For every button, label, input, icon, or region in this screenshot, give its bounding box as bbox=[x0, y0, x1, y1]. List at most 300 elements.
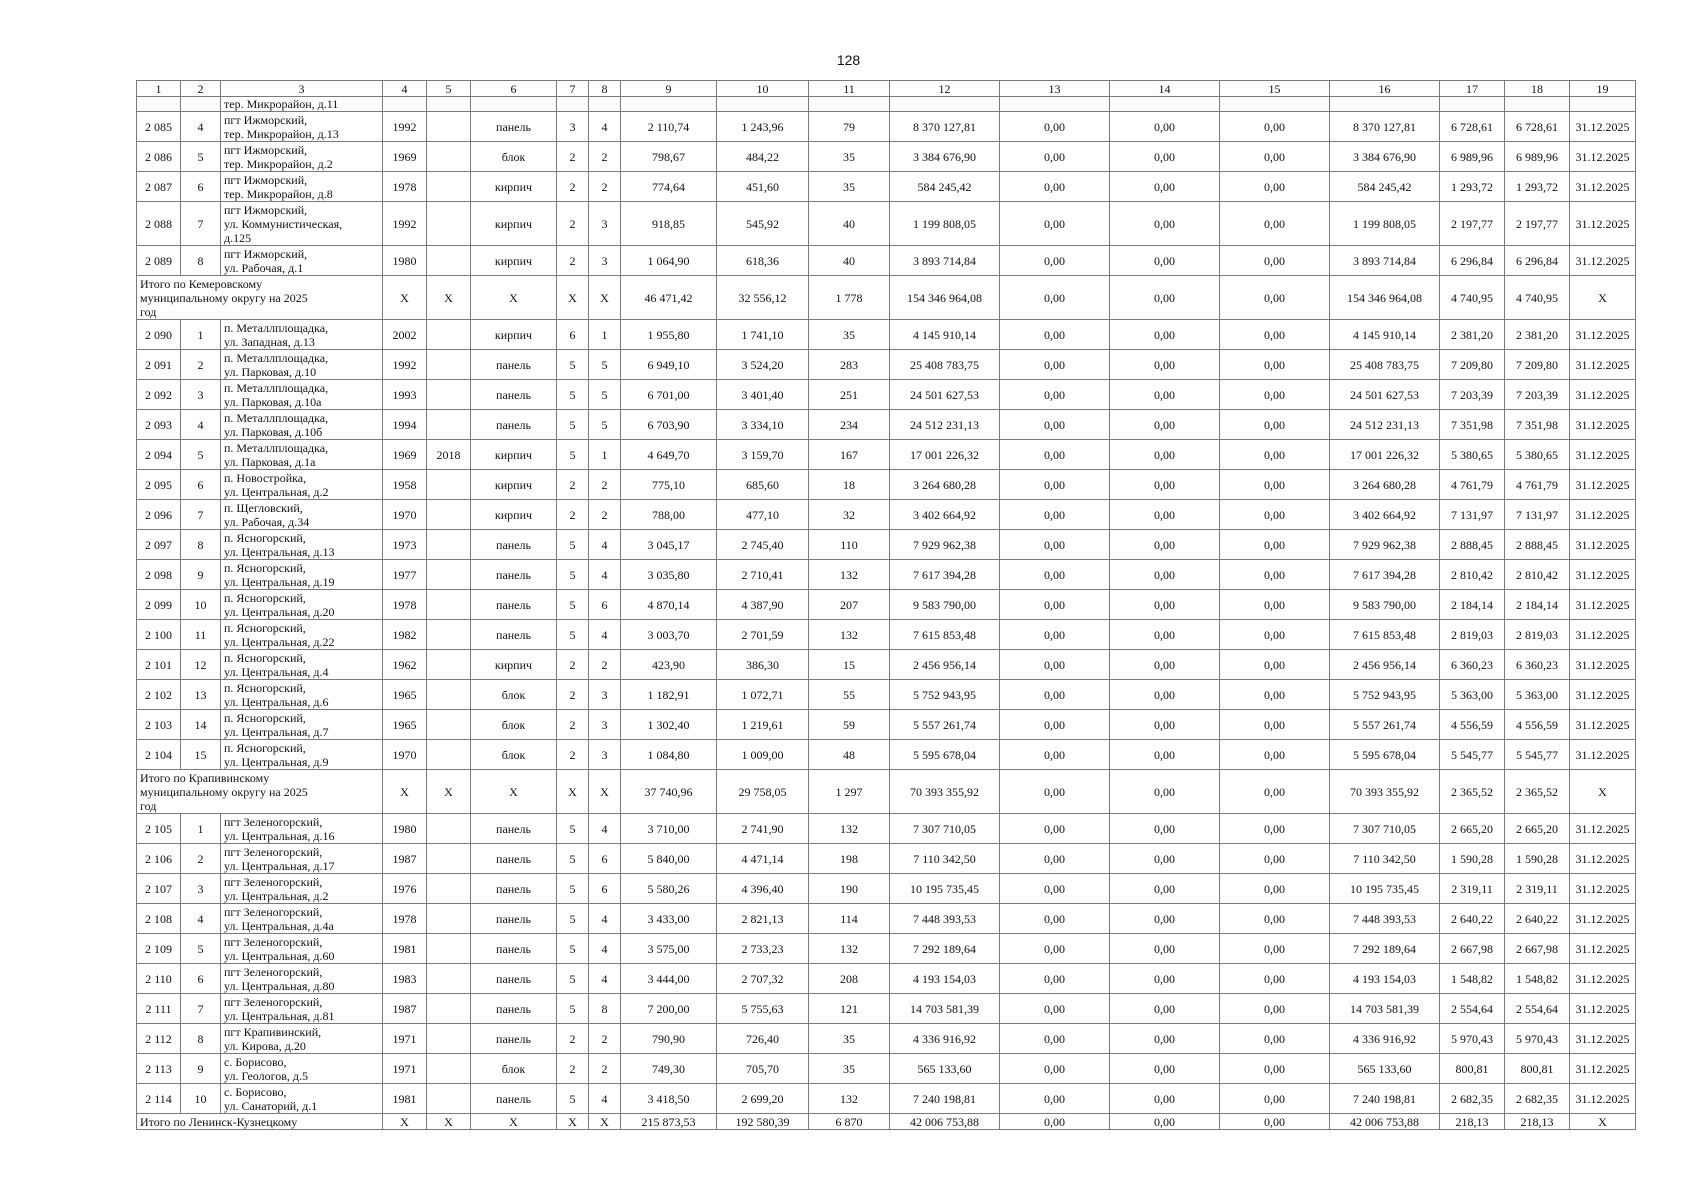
cell-c10: 1 072,71 bbox=[717, 680, 809, 710]
cell-c17: 6 296,84 bbox=[1440, 246, 1505, 276]
cell-c14: 0,00 bbox=[1110, 172, 1220, 202]
cell-c16: 3 402 664,92 bbox=[1330, 500, 1440, 530]
total-c7: X bbox=[557, 1114, 589, 1130]
cell-c8: 8 bbox=[589, 994, 621, 1024]
cell-material: панель bbox=[471, 994, 557, 1024]
cell-c9: 788,00 bbox=[621, 500, 717, 530]
cell-c11: 234 bbox=[809, 410, 890, 440]
cell-c17: 2 640,22 bbox=[1440, 904, 1505, 934]
cell-c8: 2 bbox=[589, 1024, 621, 1054]
address-cell bbox=[221, 500, 383, 530]
cell-year: 1987 bbox=[383, 994, 427, 1024]
cell-c17: 7 203,39 bbox=[1440, 380, 1505, 410]
cell-c19: 31.12.2025 bbox=[1570, 710, 1636, 740]
address-cell bbox=[221, 380, 383, 410]
cell-c8: 3 bbox=[589, 202, 621, 246]
cell-year: 1981 bbox=[383, 934, 427, 964]
cell-material: панель bbox=[471, 112, 557, 142]
total-c13: 0,00 bbox=[1000, 276, 1110, 320]
cell-c9: 6 701,00 bbox=[621, 380, 717, 410]
row-number: 9 bbox=[181, 560, 221, 590]
address-cell bbox=[221, 530, 383, 560]
cell-c16: 17 001 226,32 bbox=[1330, 440, 1440, 470]
address-cell bbox=[221, 994, 383, 1024]
table-row bbox=[137, 680, 1636, 710]
cell-c12: 24 501 627,53 bbox=[890, 380, 1000, 410]
cell-c15: 0,00 bbox=[1220, 202, 1330, 246]
cell-c12: 1 199 808,05 bbox=[890, 202, 1000, 246]
cell-c17: 7 209,80 bbox=[1440, 350, 1505, 380]
cell-c19: 31.12.2025 bbox=[1570, 740, 1636, 770]
row-id: 2 103 bbox=[137, 710, 181, 740]
cell-c11: 132 bbox=[809, 620, 890, 650]
row-number: 6 bbox=[181, 172, 221, 202]
cell-year: 1971 bbox=[383, 1054, 427, 1084]
cell-c5 bbox=[427, 410, 471, 440]
cell-c11: 40 bbox=[809, 202, 890, 246]
cell-c5 bbox=[427, 934, 471, 964]
row-id: 2 092 bbox=[137, 380, 181, 410]
header-row bbox=[137, 81, 1636, 97]
cell-year: 1971 bbox=[383, 1024, 427, 1054]
cell-material: панель bbox=[471, 964, 557, 994]
cell-year: 1958 bbox=[383, 470, 427, 500]
total-label-line: год bbox=[140, 798, 157, 813]
cell-c13: 0,00 bbox=[1000, 740, 1110, 770]
cell-c15: 0,00 bbox=[1220, 142, 1330, 172]
row-number: 2 bbox=[181, 844, 221, 874]
cell-material: панель bbox=[471, 530, 557, 560]
total-c10: 192 580,39 bbox=[717, 1114, 809, 1130]
cell-c17: 2 381,20 bbox=[1440, 320, 1505, 350]
table-row bbox=[137, 440, 1636, 470]
cell-c14: 0,00 bbox=[1110, 1054, 1220, 1084]
total-label-line: Итого по Ленинск-Кузнецкому bbox=[140, 1114, 298, 1129]
cell-year: 1992 bbox=[383, 112, 427, 142]
cell-c19: 31.12.2025 bbox=[1570, 470, 1636, 500]
cell-material: блок bbox=[471, 1054, 557, 1084]
address-line: пгт Зеленогорский, bbox=[224, 934, 323, 949]
cell-year: 1978 bbox=[383, 904, 427, 934]
cell-material: блок bbox=[471, 740, 557, 770]
cell-c18: 1 293,72 bbox=[1505, 172, 1570, 202]
cell-c13: 0,00 bbox=[1000, 874, 1110, 904]
cell-c7: 2 bbox=[557, 246, 589, 276]
cell-year: 1992 bbox=[383, 350, 427, 380]
row-id: 2 107 bbox=[137, 874, 181, 904]
address-line: ул. Центральная, д.80 bbox=[224, 978, 335, 993]
cell-c18: 2 319,11 bbox=[1505, 874, 1570, 904]
cell-year: 2002 bbox=[383, 320, 427, 350]
cell-c12: 5 557 261,74 bbox=[890, 710, 1000, 740]
cell-c10: 386,30 bbox=[717, 650, 809, 680]
cell-c15: 0,00 bbox=[1220, 500, 1330, 530]
cell-c8: 6 bbox=[589, 590, 621, 620]
cell-c11: 208 bbox=[809, 964, 890, 994]
cell-c10: 545,92 bbox=[717, 202, 809, 246]
row-number: 3 bbox=[181, 874, 221, 904]
cell-c7: 5 bbox=[557, 994, 589, 1024]
cell-c11: 35 bbox=[809, 1054, 890, 1084]
cell-c5 bbox=[427, 680, 471, 710]
row-id: 2 099 bbox=[137, 590, 181, 620]
address-line: тер. Микрорайон, д.8 bbox=[224, 186, 333, 201]
address-cell bbox=[221, 650, 383, 680]
cell-c10: 484,22 bbox=[717, 142, 809, 172]
cell-c7: 2 bbox=[557, 710, 589, 740]
cell-c12: 10 195 735,45 bbox=[890, 874, 1000, 904]
cell-c14: 0,00 bbox=[1110, 530, 1220, 560]
cell-c7: 5 bbox=[557, 964, 589, 994]
row-number: 7 bbox=[181, 202, 221, 246]
table-row bbox=[137, 560, 1636, 590]
cell-c7: 5 bbox=[557, 590, 589, 620]
address-line: ул. Центральная, д.17 bbox=[224, 858, 335, 873]
total-c17: 4 740,95 bbox=[1440, 276, 1505, 320]
address-cell bbox=[221, 350, 383, 380]
row-id: 2 100 bbox=[137, 620, 181, 650]
cell-c11: 40 bbox=[809, 246, 890, 276]
address-line: ул. Рабочая, д.34 bbox=[224, 514, 310, 529]
cell-c13: 0,00 bbox=[1000, 1024, 1110, 1054]
table-row bbox=[137, 172, 1636, 202]
cell-c13: 0,00 bbox=[1000, 934, 1110, 964]
cell-c13: 0,00 bbox=[1000, 560, 1110, 590]
table-row bbox=[137, 904, 1636, 934]
address-cell bbox=[221, 172, 383, 202]
cell-c19: 31.12.2025 bbox=[1570, 994, 1636, 1024]
cell-c5 bbox=[427, 650, 471, 680]
header-cell: 2 bbox=[181, 81, 221, 97]
cell-c15: 0,00 bbox=[1220, 1054, 1330, 1084]
cell-c8: 4 bbox=[589, 904, 621, 934]
header-cell: 10 bbox=[717, 81, 809, 97]
cell-c15: 0,00 bbox=[1220, 740, 1330, 770]
cell-c16: 1 199 808,05 bbox=[1330, 202, 1440, 246]
address-line: п. Щегловский, bbox=[224, 500, 303, 515]
cell-c8: 4 bbox=[589, 620, 621, 650]
cell-c8: 4 bbox=[589, 112, 621, 142]
total-c18: 2 365,52 bbox=[1505, 770, 1570, 814]
cell-c12: 7 240 198,81 bbox=[890, 1084, 1000, 1114]
cell-c14: 0,00 bbox=[1110, 246, 1220, 276]
cell-c14: 0,00 bbox=[1110, 740, 1220, 770]
cell-c10: 4 396,40 bbox=[717, 874, 809, 904]
cell-c18: 2 554,64 bbox=[1505, 994, 1570, 1024]
cell-c9: 4 649,70 bbox=[621, 440, 717, 470]
cell-c10: 4 387,90 bbox=[717, 590, 809, 620]
cell-c10: 3 159,70 bbox=[717, 440, 809, 470]
cell-year: 1982 bbox=[383, 620, 427, 650]
cell-material: кирпич bbox=[471, 202, 557, 246]
table-body bbox=[137, 81, 1636, 1130]
cell-c14: 0,00 bbox=[1110, 560, 1220, 590]
header-cell: 18 bbox=[1505, 81, 1570, 97]
cell-c18: 2 810,42 bbox=[1505, 560, 1570, 590]
cell-c5 bbox=[427, 874, 471, 904]
address-line: п. Ясногорский, bbox=[224, 740, 306, 755]
cell-c8: 5 bbox=[589, 410, 621, 440]
cell-c15: 0,00 bbox=[1220, 320, 1330, 350]
cell-c8: 6 bbox=[589, 874, 621, 904]
cell-c7: 5 bbox=[557, 440, 589, 470]
row-number: 5 bbox=[181, 934, 221, 964]
cell-c9: 7 200,00 bbox=[621, 994, 717, 1024]
address-cell bbox=[221, 410, 383, 440]
cell-c11: 79 bbox=[809, 112, 890, 142]
table-row bbox=[137, 740, 1636, 770]
cell-c7: 2 bbox=[557, 1054, 589, 1084]
row-number: 9 bbox=[181, 1054, 221, 1084]
row-id: 2 097 bbox=[137, 530, 181, 560]
cell-c8: 4 bbox=[589, 560, 621, 590]
row-id: 2 112 bbox=[137, 1024, 181, 1054]
cell-c19: 31.12.2025 bbox=[1570, 320, 1636, 350]
cell-c17: 2 665,20 bbox=[1440, 814, 1505, 844]
row-number: 8 bbox=[181, 530, 221, 560]
cell-c16: 5 557 261,74 bbox=[1330, 710, 1440, 740]
cell-c12: 25 408 783,75 bbox=[890, 350, 1000, 380]
table-row bbox=[137, 710, 1636, 740]
cell-c15: 0,00 bbox=[1220, 470, 1330, 500]
cell-c5 bbox=[427, 904, 471, 934]
cell-c15: 0,00 bbox=[1220, 994, 1330, 1024]
table-row bbox=[137, 844, 1636, 874]
cell-c14: 0,00 bbox=[1110, 934, 1220, 964]
cell-c13: 0,00 bbox=[1000, 440, 1110, 470]
cell-c19: 31.12.2025 bbox=[1570, 530, 1636, 560]
total-c12: 42 006 753,88 bbox=[890, 1114, 1000, 1130]
address-line: п. Ясногорский, bbox=[224, 560, 306, 575]
cell-c9: 3 710,00 bbox=[621, 814, 717, 844]
cell-c10: 1 741,10 bbox=[717, 320, 809, 350]
cell-c11: 18 bbox=[809, 470, 890, 500]
cell-c17: 2 888,45 bbox=[1440, 530, 1505, 560]
header-cell: 17 bbox=[1440, 81, 1505, 97]
table-row bbox=[137, 380, 1636, 410]
address-line: с. Борисово, bbox=[224, 1054, 287, 1069]
cell-c8: 1 bbox=[589, 320, 621, 350]
total-c18: 4 740,95 bbox=[1505, 276, 1570, 320]
cell-c16: 584 245,42 bbox=[1330, 172, 1440, 202]
cell-c12: 3 402 664,92 bbox=[890, 500, 1000, 530]
cell-material: кирпич bbox=[471, 500, 557, 530]
cell-c15: 0,00 bbox=[1220, 814, 1330, 844]
cell-c5 bbox=[427, 172, 471, 202]
row-number: 1 bbox=[181, 814, 221, 844]
row-id: 2 113 bbox=[137, 1054, 181, 1084]
cell-c5 bbox=[427, 1024, 471, 1054]
table-cell bbox=[427, 97, 471, 112]
cell-c11: 55 bbox=[809, 680, 890, 710]
cell-c19: 31.12.2025 bbox=[1570, 142, 1636, 172]
total-c5: X bbox=[427, 1114, 471, 1130]
total-c14: 0,00 bbox=[1110, 276, 1220, 320]
total-c7: X bbox=[557, 276, 589, 320]
cell-c5 bbox=[427, 112, 471, 142]
total-c12: 70 393 355,92 bbox=[890, 770, 1000, 814]
cell-c8: 4 bbox=[589, 530, 621, 560]
table-cell bbox=[621, 97, 717, 112]
cell-c12: 3 384 676,90 bbox=[890, 142, 1000, 172]
address-line: пгт Зеленогорский, bbox=[224, 904, 323, 919]
row-number: 8 bbox=[181, 1024, 221, 1054]
cell-c17: 1 548,82 bbox=[1440, 964, 1505, 994]
cell-c14: 0,00 bbox=[1110, 440, 1220, 470]
header-cell: 19 bbox=[1570, 81, 1636, 97]
cell-c7: 5 bbox=[557, 560, 589, 590]
cell-c5 bbox=[427, 202, 471, 246]
cell-c5 bbox=[427, 620, 471, 650]
address-cell bbox=[221, 740, 383, 770]
cell-c14: 0,00 bbox=[1110, 874, 1220, 904]
cell-c14: 0,00 bbox=[1110, 904, 1220, 934]
cell-c13: 0,00 bbox=[1000, 1054, 1110, 1084]
cell-c10: 2 699,20 bbox=[717, 1084, 809, 1114]
cell-c17: 800,81 bbox=[1440, 1054, 1505, 1084]
cell-c10: 2 701,59 bbox=[717, 620, 809, 650]
address-line: д.125 bbox=[224, 230, 252, 245]
total-c5: X bbox=[427, 276, 471, 320]
cell-c11: 251 bbox=[809, 380, 890, 410]
cell-material: кирпич bbox=[471, 246, 557, 276]
total-c15: 0,00 bbox=[1220, 1114, 1330, 1130]
address-cell bbox=[221, 142, 383, 172]
address-cell bbox=[221, 470, 383, 500]
cell-c5 bbox=[427, 964, 471, 994]
cell-c19: 31.12.2025 bbox=[1570, 844, 1636, 874]
cell-c13: 0,00 bbox=[1000, 410, 1110, 440]
cell-c13: 0,00 bbox=[1000, 142, 1110, 172]
header-cell: 9 bbox=[621, 81, 717, 97]
total-c17: 218,13 bbox=[1440, 1114, 1505, 1130]
row-number: 15 bbox=[181, 740, 221, 770]
cell-c15: 0,00 bbox=[1220, 172, 1330, 202]
cell-c12: 7 110 342,50 bbox=[890, 844, 1000, 874]
total-c10: 29 758,05 bbox=[717, 770, 809, 814]
cell-material: панель bbox=[471, 1084, 557, 1114]
cell-c14: 0,00 bbox=[1110, 814, 1220, 844]
cell-c12: 17 001 226,32 bbox=[890, 440, 1000, 470]
cell-c12: 7 617 394,28 bbox=[890, 560, 1000, 590]
total-c9: 215 873,53 bbox=[621, 1114, 717, 1130]
address-line: пгт Ижморский, bbox=[224, 142, 308, 157]
address-cell bbox=[221, 1054, 383, 1084]
cell-c17: 7 351,98 bbox=[1440, 410, 1505, 440]
row-id: 2 105 bbox=[137, 814, 181, 844]
cell-c12: 4 336 916,92 bbox=[890, 1024, 1000, 1054]
cell-c19: 31.12.2025 bbox=[1570, 934, 1636, 964]
address-cell bbox=[221, 1084, 383, 1114]
row-number: 4 bbox=[181, 904, 221, 934]
cell-c9: 775,10 bbox=[621, 470, 717, 500]
address-line: ул. Центральная, д.4 bbox=[224, 664, 329, 679]
address-cell bbox=[221, 814, 383, 844]
cell-c18: 7 131,97 bbox=[1505, 500, 1570, 530]
cell-c10: 2 741,90 bbox=[717, 814, 809, 844]
total-c7: X bbox=[557, 770, 589, 814]
row-id: 2 088 bbox=[137, 202, 181, 246]
address-cell bbox=[221, 710, 383, 740]
cell-c14: 0,00 bbox=[1110, 964, 1220, 994]
cell-c12: 565 133,60 bbox=[890, 1054, 1000, 1084]
cell-material: панель bbox=[471, 904, 557, 934]
address-cell bbox=[221, 112, 383, 142]
cell-c9: 1 955,80 bbox=[621, 320, 717, 350]
total-c8: X bbox=[589, 770, 621, 814]
table-row bbox=[137, 500, 1636, 530]
total-c19: X bbox=[1570, 770, 1636, 814]
cell-year: 1969 bbox=[383, 440, 427, 470]
cell-c15: 0,00 bbox=[1220, 246, 1330, 276]
cell-c9: 774,64 bbox=[621, 172, 717, 202]
address-line: тер. Микрорайон, д.2 bbox=[224, 156, 333, 171]
cell-c19: 31.12.2025 bbox=[1570, 680, 1636, 710]
total-year: X bbox=[383, 276, 427, 320]
cell-c18: 2 184,14 bbox=[1505, 590, 1570, 620]
cell-c8: 3 bbox=[589, 710, 621, 740]
cell-c18: 6 728,61 bbox=[1505, 112, 1570, 142]
row-number: 7 bbox=[181, 994, 221, 1024]
address-cell bbox=[221, 97, 383, 112]
address-line: ул. Санаторий, д.1 bbox=[224, 1098, 318, 1113]
cell-c16: 5 595 678,04 bbox=[1330, 740, 1440, 770]
cell-year: 1970 bbox=[383, 740, 427, 770]
address-line: ул. Центральная, д.60 bbox=[224, 948, 335, 963]
table-cell bbox=[1505, 97, 1570, 112]
total-c5: X bbox=[427, 770, 471, 814]
total-c13: 0,00 bbox=[1000, 1114, 1110, 1130]
address-line: ул. Парковая, д.1а bbox=[224, 454, 316, 469]
cell-c19: 31.12.2025 bbox=[1570, 112, 1636, 142]
cell-c18: 2 888,45 bbox=[1505, 530, 1570, 560]
address-line: пгт Зеленогорский, bbox=[224, 874, 323, 889]
cell-year: 1970 bbox=[383, 500, 427, 530]
address-cell bbox=[221, 1024, 383, 1054]
cell-material: кирпич bbox=[471, 470, 557, 500]
cell-c5 bbox=[427, 710, 471, 740]
cell-c7: 2 bbox=[557, 470, 589, 500]
cell-c8: 5 bbox=[589, 380, 621, 410]
cell-c17: 2 667,98 bbox=[1440, 934, 1505, 964]
cell-c19: 31.12.2025 bbox=[1570, 350, 1636, 380]
table-cell bbox=[717, 97, 809, 112]
row-id: 2 104 bbox=[137, 740, 181, 770]
cell-c17: 2 184,14 bbox=[1440, 590, 1505, 620]
cell-c19: 31.12.2025 bbox=[1570, 814, 1636, 844]
address-line: ул. Центральная, д.16 bbox=[224, 828, 335, 843]
cell-c8: 5 bbox=[589, 350, 621, 380]
row-id: 2 114 bbox=[137, 1084, 181, 1114]
address-line: пгт Зеленогорский, bbox=[224, 814, 323, 829]
cell-c18: 2 682,35 bbox=[1505, 1084, 1570, 1114]
continuation-row bbox=[137, 97, 1636, 112]
cell-c10: 451,60 bbox=[717, 172, 809, 202]
cell-c19: 31.12.2025 bbox=[1570, 590, 1636, 620]
cell-c17: 1 293,72 bbox=[1440, 172, 1505, 202]
table-row bbox=[137, 202, 1636, 246]
cell-c7: 2 bbox=[557, 740, 589, 770]
row-id: 2 111 bbox=[137, 994, 181, 1024]
header-cell: 6 bbox=[471, 81, 557, 97]
address-cell bbox=[221, 560, 383, 590]
address-line: ул. Кирова, д.20 bbox=[224, 1038, 306, 1053]
total-c16: 70 393 355,92 bbox=[1330, 770, 1440, 814]
cell-c18: 1 590,28 bbox=[1505, 844, 1570, 874]
cell-c11: 132 bbox=[809, 560, 890, 590]
cell-c17: 2 819,03 bbox=[1440, 620, 1505, 650]
address-line: ул. Коммунистическая, bbox=[224, 216, 343, 231]
